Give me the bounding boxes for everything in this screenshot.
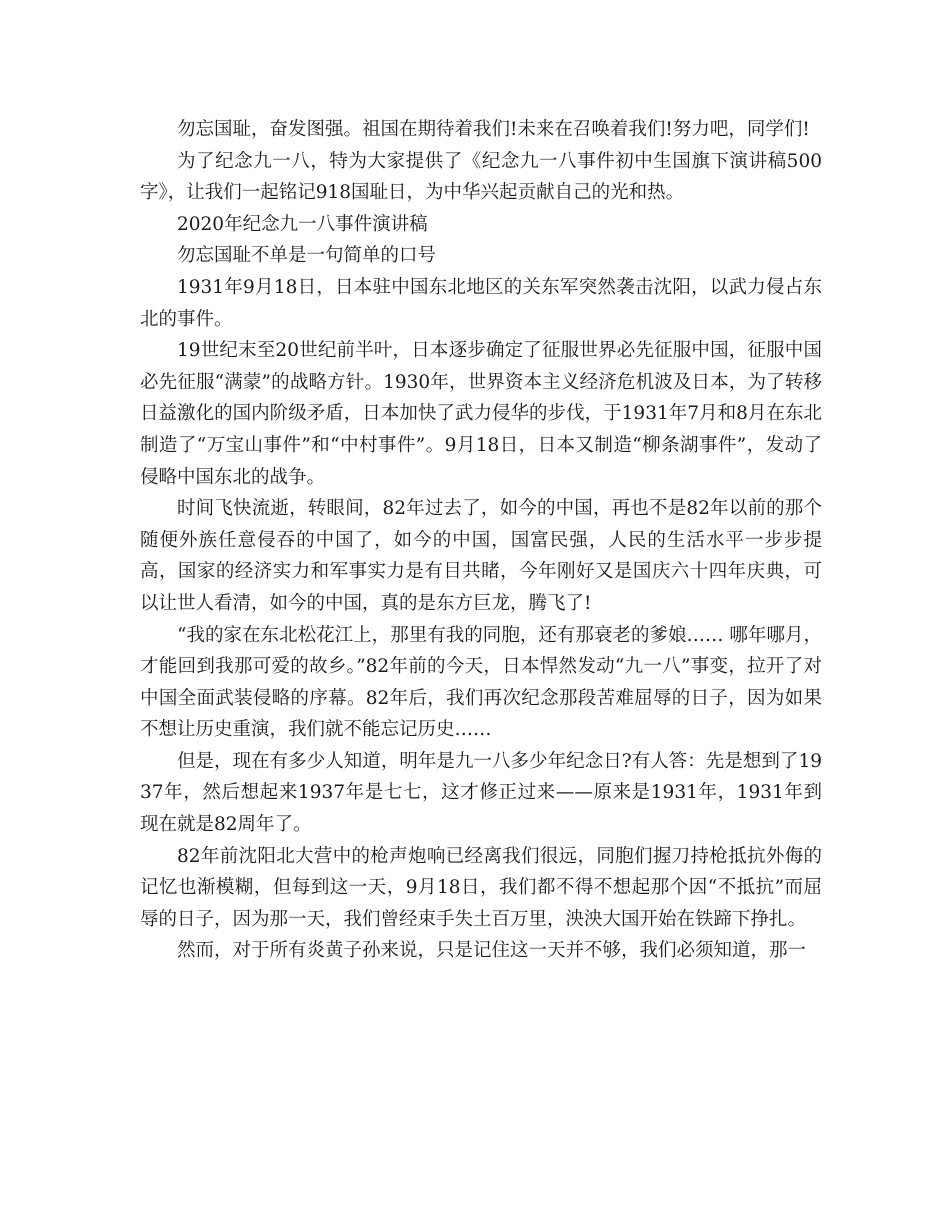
paragraph-history-background: 19世纪末至20世纪前半叶，日本逐步确定了征服世界必先征服中国，征服中国必先征服“满蒙”的战略方针。1930年，世界资本主义经济危机波及日本，为了转移日益激化的国内阶级矛盾，日本加快了武力侵华的步伐，于1931年7月和8月在东北制造了“万宝山事件”和“中村事件”。9月18日，日本又制造“柳条湖事件”，发动了侵略中国东北的战争。 — [140, 340, 822, 488]
paragraph-song-quote: “我的家在东北松花江上，那里有我的同胞，还有那衰老的爹娘…… 哪年哪月，才能回到我那可爱的故乡。”82年前的今天，日本悍然发动“九一八”事变，拉开了对中国全面武装侵略的序幕。82年后，我们再次纪念那段苦难屈辱的日子，因为如果不想让历史重演，我们就不能忘记历史…… — [140, 624, 822, 741]
paragraph-continuation: 然而，对于所有炎黄子孙来说，只是记住这一天并不够，我们必须知道，那一 — [177, 940, 807, 962]
paragraph-memory: 82年前沈阳北大营中的枪声炮响已经离我们很远，同胞们握刀持枪抵抗外侮的记忆也渐模糊，但每到这一天，9月18日，我们都不得不想起那个因“不抵抗”而屈辱的日子，因为那一天，我们曾经束手失土百万里，泱泱大国开始在铁蹄下挣扎。 — [140, 845, 822, 930]
paragraph-closing-slogan: 勿忘国耻，奋发图强。祖国在期待着我们!未来在召唤着我们!努力吧，同学们! — [177, 119, 810, 140]
section-subtitle: 勿忘国耻不单是一句简单的口号 — [177, 245, 437, 267]
paragraph-event-date: 1931年9月18日，日本驻中国东北地区的关东军突然袭击沈阳，以武力侵占东北的事件。 — [140, 276, 822, 330]
paragraph-modern-china: 时间飞快流逝，转眼间，82年过去了，如今的中国，再也不是82年以前的那个随便外族任意侵吞的中国了，如今的中国，国富民强，人民的生活水平一步步提高，国家的经济实力和军事实力是有目共睹，今年刚好又是国庆六十四年庆典，可以让世人看清，如今的中国，真的是东方巨龙，腾飞了! — [140, 498, 822, 614]
section-title: 2020年纪念九一八事件演讲稿 — [177, 213, 428, 235]
document-body — [140, 114, 822, 967]
paragraph-intro: 为了纪念九一八，特为大家提供了《纪念九一八事件初中生国旗下演讲稿500字》，让我们一起铭记918国耻日，为中华兴起贡献自己的光和热。 — [140, 150, 822, 204]
paragraph-anniversary-question: 但是，现在有多少人知道，明年是九一八多少年纪念日?有人答：先是想到了1937年，然后想起来1937年是七七，这才修正过来——原来是1931年，1931年到现在就是82周年了。 — [140, 750, 822, 836]
